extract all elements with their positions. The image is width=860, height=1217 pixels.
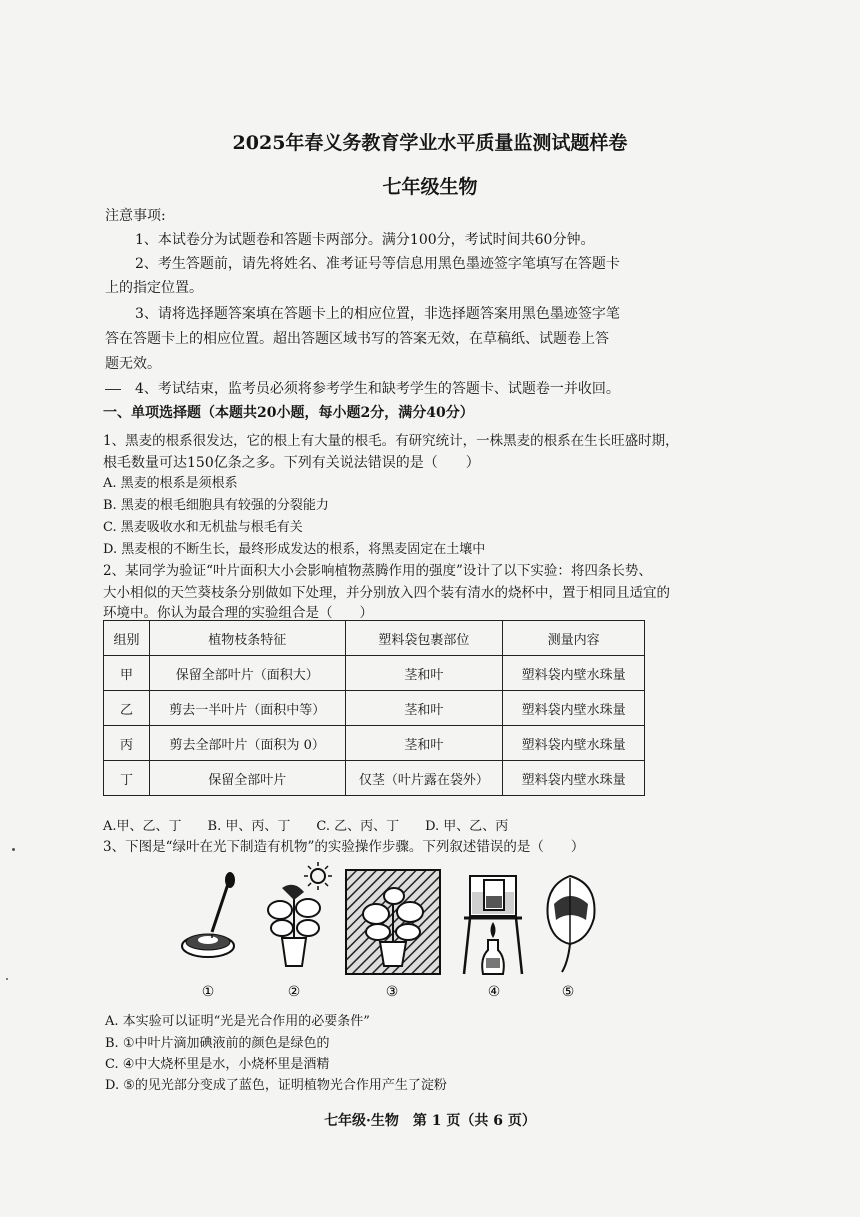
table-row [104, 761, 645, 796]
table-cell: 仅茎（叶片露在袋外） [345, 761, 503, 796]
table-cell: 保留全部叶片（面积大） [149, 656, 345, 691]
q2-options: A.甲、乙、丁 B. 甲、丙、丁 C. 乙、丙、丁 D. 甲、乙、丙 [103, 819, 509, 834]
table-cell: 剪去一半叶片（面积中等） [149, 691, 345, 726]
exam-title: 2025年春义务教育学业水平质量监测试题样卷 [232, 132, 628, 154]
table-cell: 塑料袋内壁水珠量 [503, 761, 645, 796]
table-cell: 丙 [104, 726, 150, 761]
section-1-heading: 一、单项选择题（本题共20小题，每小题2分，满分40分） [103, 405, 474, 421]
q1-stem-line-2: 根毛数量可达150亿条之多。下列有关说法错误的是（ ） [103, 455, 480, 471]
table-cell: 甲 [104, 656, 150, 691]
scan-mark [105, 389, 121, 390]
table-cell: 塑料袋内壁水珠量 [503, 691, 645, 726]
figure-label-5: ⑤ [561, 984, 575, 1000]
notice-heading: 注意事项: [105, 208, 166, 224]
figure-label-1: ① [201, 984, 215, 1000]
q1-option-d: D. 黑麦根的不断生长，最终形成发达的根系，将黑麦固定在土壤中 [103, 542, 486, 557]
q2-stem-line-2: 大小相似的天竺葵枝条分别做如下处理，并分别放入四个装有清水的烧杯中，置于相同且适宜的 [103, 585, 670, 601]
table-cell: 丁 [104, 761, 150, 796]
step-2-potted-plant-in-light-illustration [268, 862, 332, 966]
scan-speck [6, 978, 8, 980]
figure-label-4: ④ [487, 984, 501, 1000]
q2-stem-line-3: 环境中。你认为最合理的实验组合是（ ） [103, 605, 373, 621]
q1-stem-line-1: 1、黑麦的根系很发达，它的根上有大量的根毛。有研究统计，一株黑麦的根系在生长旺盛时期， [103, 433, 679, 449]
table-header-cell: 植物枝条特征 [149, 621, 345, 656]
table-cell: 保留全部叶片 [149, 761, 345, 796]
notice-item-3-line-2: 答在答题卡上的相应位置。超出答题区域书写的答案无效，在草稿纸、试题卷上答 [105, 331, 609, 347]
q3-stem: 3、下图是“绿叶在光下制造有机物”的实验操作步骤。下列叙述错误的是（ ） [103, 839, 585, 855]
table-cell: 塑料袋内壁水珠量 [503, 656, 645, 691]
table-cell: 乙 [104, 691, 150, 726]
q1-option-c: C. 黑麦吸收水和无机盐与根毛有关 [103, 520, 303, 535]
table-header-row [104, 621, 645, 656]
q3-option-b: B. ①中叶片滴加碘液前的颜色是绿色的 [105, 1036, 330, 1051]
table-row [104, 726, 645, 761]
q3-option-c: C. ④中大烧杯里是水，小烧杯里是酒精 [105, 1057, 330, 1072]
table-cell: 剪去全部叶片（面积为 0） [149, 726, 345, 761]
q3-option-d: D. ⑤的见光部分变成了蓝色，证明植物光合作用产生了淀粉 [105, 1078, 447, 1093]
notice-item-4: 4、考试结束，监考员必须将参考学生和缺考学生的答题卡、试题卷一并收回。 [135, 381, 620, 397]
table-header-cell: 塑料袋包裹部位 [345, 621, 503, 656]
experiment-table [103, 620, 645, 796]
figure-label-3: ③ [385, 984, 399, 1000]
notice-item-1: 1、本试卷分为试题卷和答题卡两部分。满分100分，考试时间共60分钟。 [135, 232, 595, 248]
table-header-cell: 测量内容 [503, 621, 645, 656]
q1-option-b: B. 黑麦的根毛细胞具有较强的分裂能力 [103, 498, 329, 513]
notice-item-3-line-3: 题无效。 [105, 356, 161, 372]
notice-item-3-line-1: 3、请将选择题答案填在答题卡上的相应位置，非选择题答案用黑色墨迹签字笔 [135, 306, 620, 322]
step-3-plant-in-dark-box-illustration [346, 870, 440, 974]
step-1-iodine-dish-illustration [182, 872, 235, 957]
q3-experiment-figure [170, 858, 600, 1008]
table-cell: 茎和叶 [345, 656, 503, 691]
scan-speck [12, 848, 15, 851]
page-footer: 七年级·生物 第 1 页（共 6 页） [324, 1113, 536, 1129]
step-4-water-bath-heating-illustration [464, 876, 522, 974]
q2-stem-line-1: 2、某同学为验证“叶片面积大小会影响植物蒸腾作用的强度”设计了以下实验：将四条长势、 [103, 563, 652, 579]
table-header-cell: 组别 [104, 621, 150, 656]
notice-item-2-line-2: 上的指定位置。 [105, 280, 203, 296]
q3-option-a: A. 本实验可以证明“光是光合作用的必要条件” [105, 1014, 370, 1029]
table-row [104, 691, 645, 726]
table-cell: 茎和叶 [345, 691, 503, 726]
notice-item-2-line-1: 2、考生答题前，请先将姓名、准考证号等信息用黑色墨迹签字笔填写在答题卡 [135, 256, 620, 272]
table-cell: 茎和叶 [345, 726, 503, 761]
table-row [104, 656, 645, 691]
table-cell: 塑料袋内壁水珠量 [503, 726, 645, 761]
exam-subtitle: 七年级生物 [382, 176, 478, 198]
q1-option-a: A. 黑麦的根系是须根系 [103, 476, 238, 491]
step-5-leaf-result-illustration [547, 876, 594, 972]
figure-label-2: ② [287, 984, 301, 1000]
